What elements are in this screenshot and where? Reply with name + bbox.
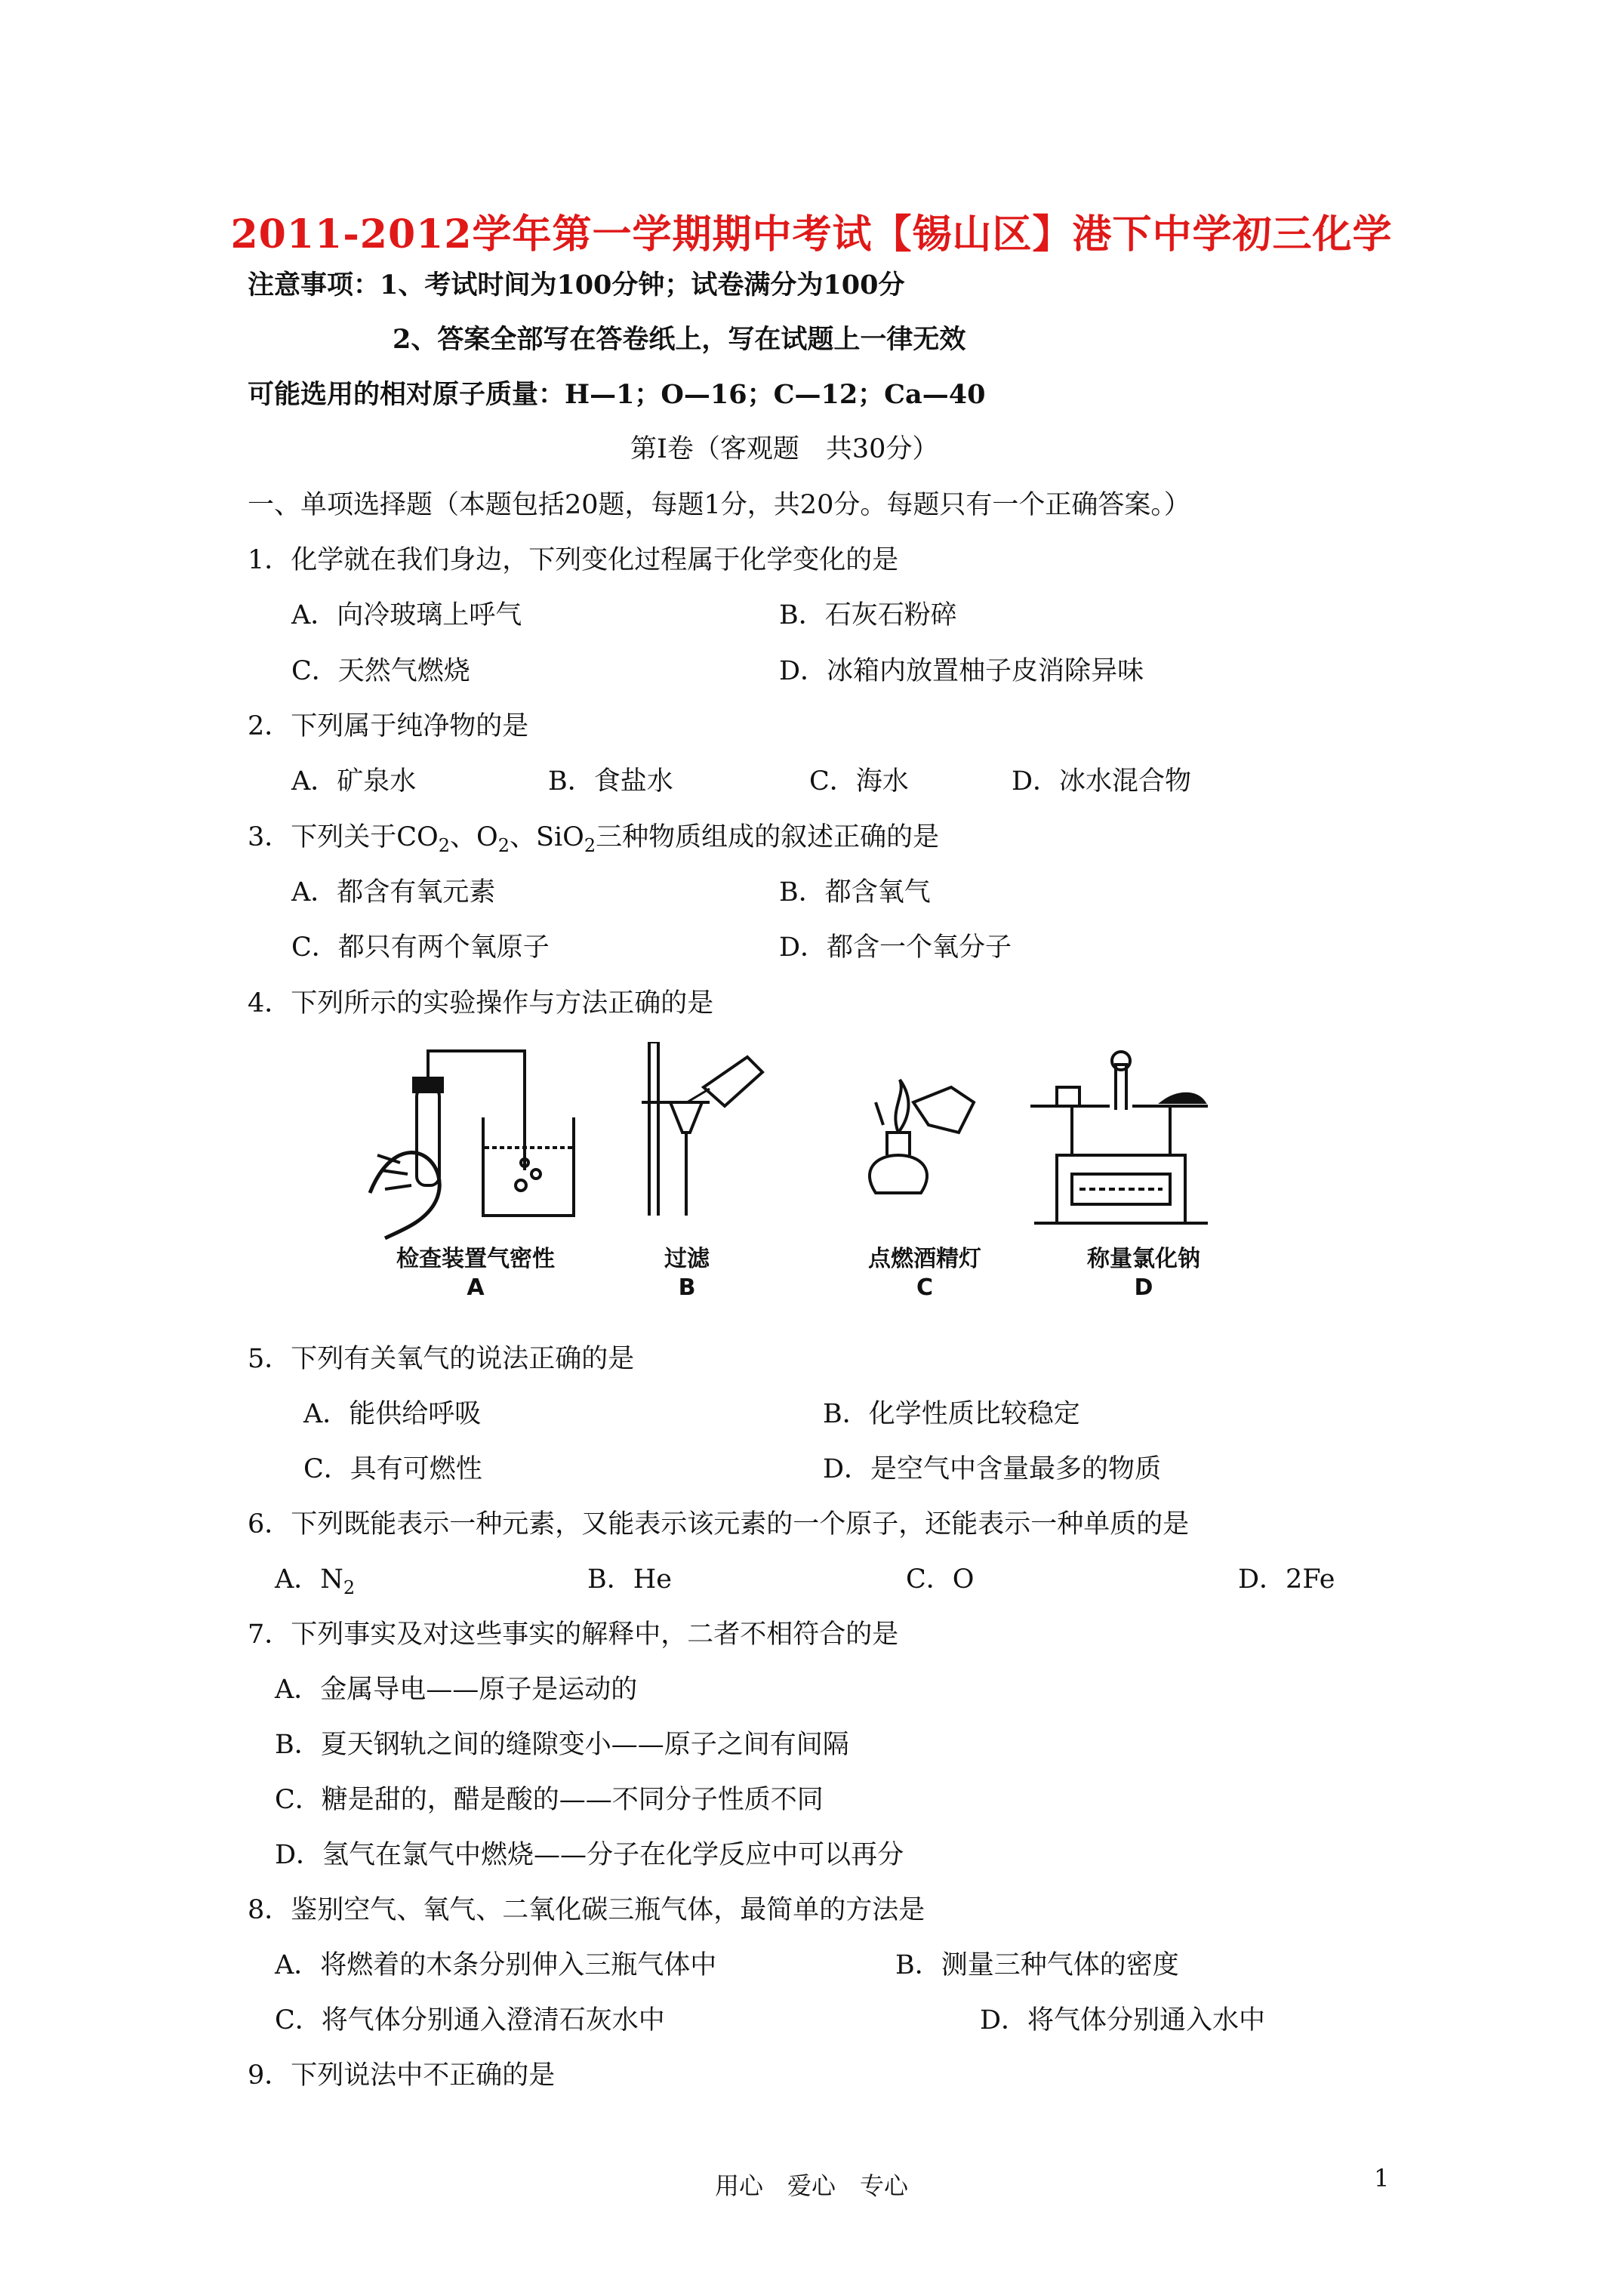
q2-option-a: A．矿泉水 <box>291 766 417 797</box>
letter-c: C <box>916 1274 934 1301</box>
q7-option-a: A．金属导电——原子是运动的 <box>275 1675 638 1705</box>
question-6-stem: 6．下列既能表示一种元素，又能表示该元素的一个原子，还能表示一种单质的是 <box>248 1509 1190 1539</box>
page-footer: 用心 爱心 专心 <box>714 2171 908 2200</box>
q8-option-a: A．将燃着的木条分别伸入三瓶气体中 <box>275 1950 717 1980</box>
q1-option-c: C．天然气燃烧 <box>291 656 470 686</box>
q5-option-c: C．具有可燃性 <box>303 1454 482 1484</box>
q5-option-b: B．化学性质比较稳定 <box>823 1399 1080 1429</box>
page-number: 1 <box>1374 2164 1390 2193</box>
section-header: 一、单项选择题（本题包括20题，每题1分，共20分。每题只有一个正确答案。） <box>248 490 1190 520</box>
q3-option-c: C．都只有两个氧原子 <box>291 932 550 963</box>
q3-option-d: D．都含一个氧分子 <box>779 932 1012 963</box>
q3-option-a: A．都含有氧元素 <box>291 877 496 908</box>
q7-option-d: D．氢气在氯气中燃烧——分子在化学反应中可以再分 <box>275 1840 904 1870</box>
notes-line-2: 2、答案全部写在答卷纸上，写在试题上一律无效 <box>393 324 966 355</box>
q8-option-d: D．将气体分别通入水中 <box>980 2005 1266 2036</box>
exam-title: 2011-2012学年第一学期期中考试【锡山区】港下中学初三化学 <box>230 211 1393 257</box>
question-5-stem: 5．下列有关氧气的说法正确的是 <box>248 1344 635 1374</box>
question-9-stem: 9．下列说法中不正确的是 <box>248 2060 556 2091</box>
q5-option-d: D．是空气中含量最多的物质 <box>823 1454 1162 1484</box>
q2-option-c: C．海水 <box>809 766 909 797</box>
caption-c: 点燃酒精灯 <box>868 1246 981 1272</box>
volume-header: 第Ⅰ卷（客观题 共30分） <box>630 434 939 464</box>
q6-option-d: D．2Fe <box>1238 1564 1335 1595</box>
question-3-stem: 3．下列关于$CO_2$、$O_2$、SiO$_2$三种物质组成的叙述正确的是 <box>248 822 940 856</box>
question-7-stem: 7．下列事实及对这些事实的解释中，二者不相符合的是 <box>248 1620 899 1650</box>
question-1-stem: 1．化学就在我们身边，下列变化过程属于化学变化的是 <box>248 545 899 575</box>
q1-option-b: B．石灰石粉碎 <box>779 600 957 630</box>
q7-option-b: B．夏天钢轨之间的缝隙变小——原子之间有间隔 <box>275 1730 849 1760</box>
q1-option-d: D．冰箱内放置柚子皮消除异味 <box>779 656 1144 686</box>
q2-option-d: D．冰水混合物 <box>1012 766 1192 797</box>
q1-option-a: A．向冷玻璃上呼气 <box>291 600 522 630</box>
airtightness-apparatus-drawing <box>370 1051 574 1238</box>
question-8-stem: 8．鉴别空气、氧气、二氧化碳三瓶气体，最简单的方法是 <box>248 1895 925 1925</box>
lab-operations-figure <box>355 1042 1291 1314</box>
caption-b: 过滤 <box>664 1246 710 1272</box>
q8-option-c: C．将气体分别通入澄清石灰水中 <box>275 2005 665 2036</box>
letter-a: A <box>467 1274 485 1301</box>
filtration-apparatus-drawing <box>642 1042 762 1216</box>
letter-b: B <box>678 1274 696 1301</box>
question-2-stem: 2．下列属于纯净物的是 <box>248 711 529 741</box>
q5-option-a: A．能供给呼吸 <box>303 1399 482 1429</box>
caption-d: 称量氯化钠 <box>1087 1246 1200 1272</box>
caption-a: 检查装置气密性 <box>396 1246 555 1272</box>
q2-option-b: B．食盐水 <box>548 766 673 797</box>
q6-option-a: A．$N_2$ <box>275 1564 356 1598</box>
q6-option-b: B．He <box>587 1564 672 1595</box>
q7-option-c: C．糖是甜的，醋是酸的——不同分子性质不同 <box>275 1785 824 1815</box>
q8-option-b: B．测量三种气体的密度 <box>895 1950 1179 1980</box>
lab-drawings <box>355 1042 1291 1268</box>
atomic-masses: 可能选用的相对原子质量：H—1；O—16；C—12；Ca—40 <box>248 379 986 410</box>
question-4-stem: 4．下列所示的实验操作与方法正确的是 <box>248 988 714 1019</box>
q6-option-c: C．O <box>906 1564 975 1595</box>
balance-drawing <box>1030 1052 1208 1223</box>
notes-line-1: 注意事项：1、考试时间为100分钟；试卷满分为100分 <box>248 270 905 300</box>
letter-d: D <box>1134 1274 1153 1301</box>
alcohol-lamp-drawing <box>870 1080 974 1193</box>
q3-option-b: B．都含氧气 <box>779 877 931 908</box>
